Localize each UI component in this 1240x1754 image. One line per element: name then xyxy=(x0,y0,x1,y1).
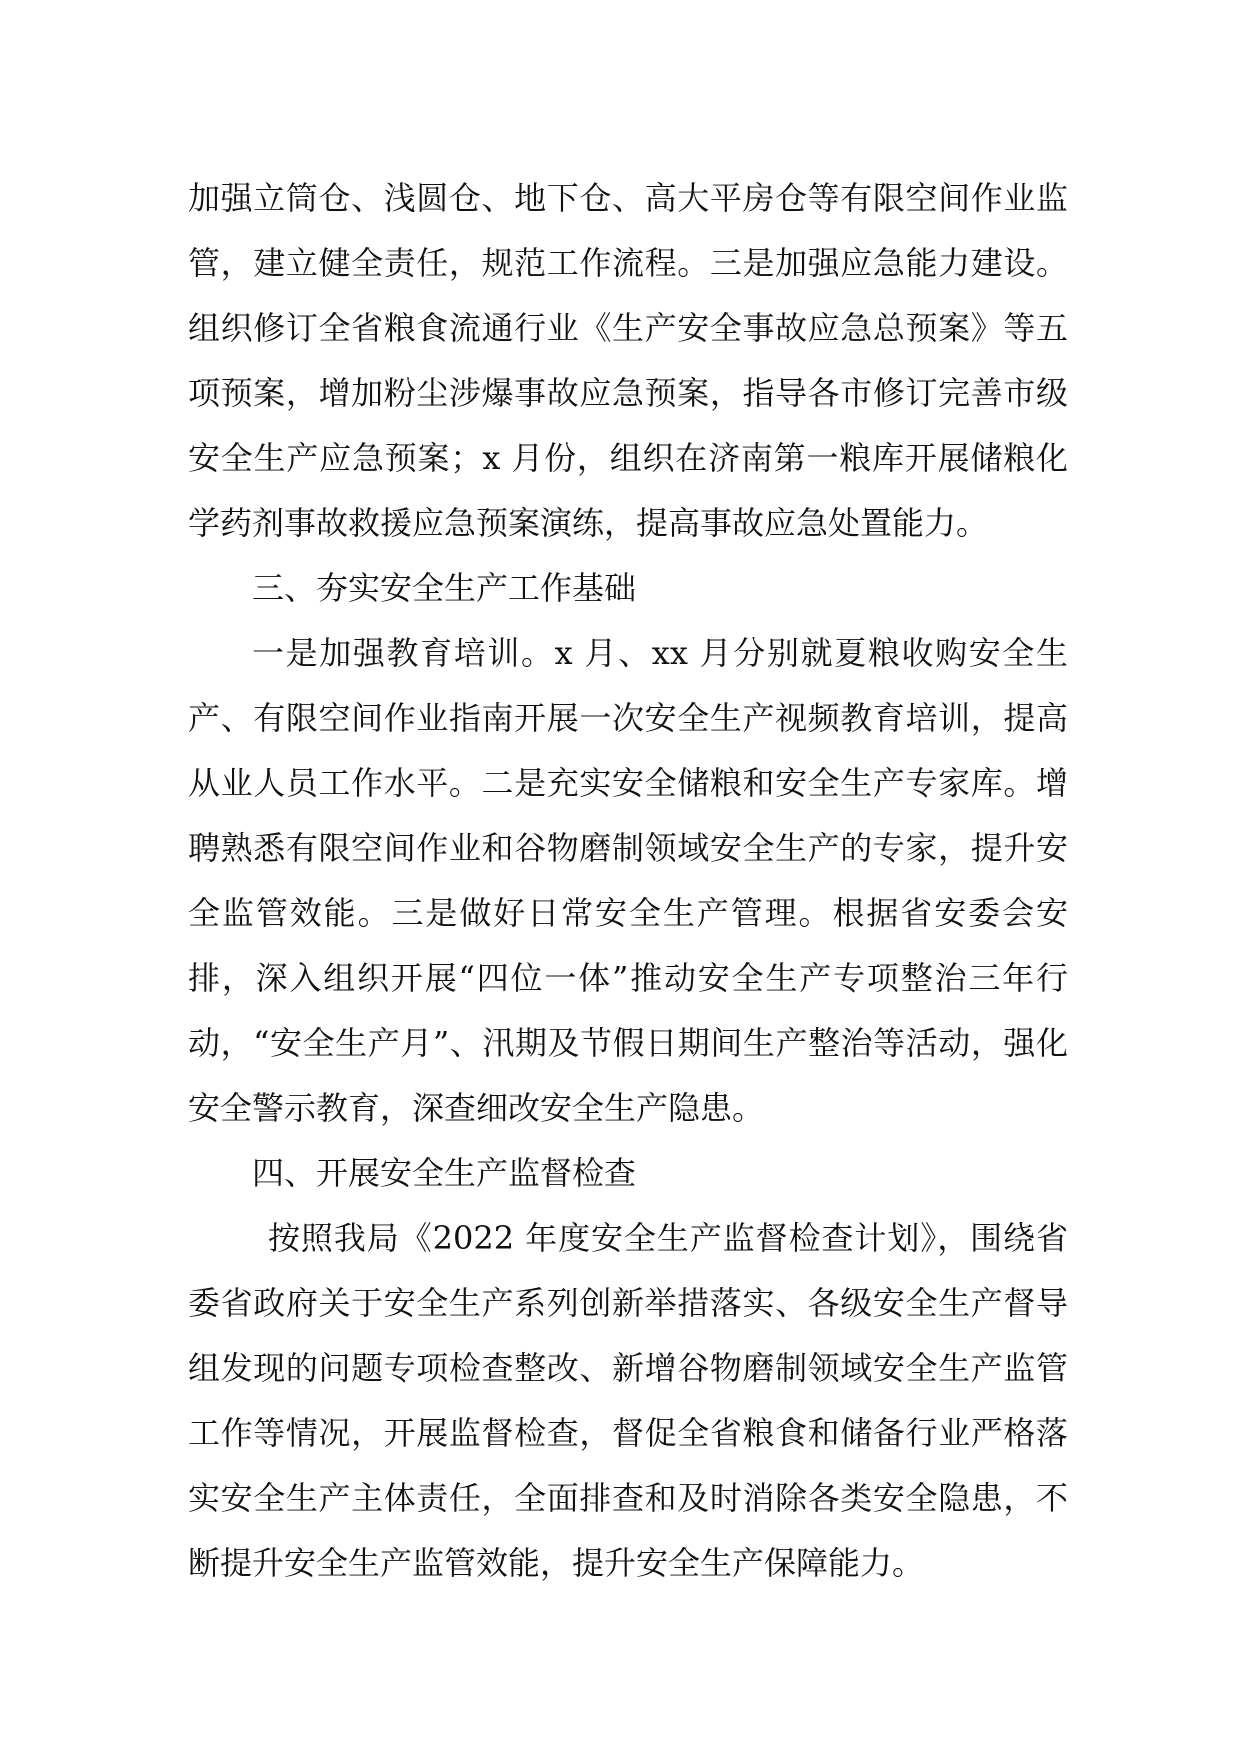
paragraph-section-4: 按照我局《2022 年度安全生产监督检查计划》，围绕省委省政府关于安全生产系列创新举措落实、各级安全生产督导组发现的问题专项检查整改、新增谷物磨制领域安全生产监管工作等情况，开展监督检查，督促全省粮食和储备行业严格落实安全生产主体责任，全面排查和及时消除各类安全隐患，不断提升安全生产监管效能，提升安全生产保障能力。 xyxy=(188,1219,1068,1582)
section-heading-4: 四、开展安全生产监督检查 xyxy=(252,1154,637,1192)
section-heading-3: 三、夯实安全生产工作基础 xyxy=(252,569,637,607)
document-body xyxy=(188,166,1068,1596)
paragraph-continuation: 加强立筒仓、浅圆仓、地下仓、高大平房仓等有限空间作业监管，建立健全责任，规范工作流程。三是加强应急能力建设。组织修订全省粮食流通行业《生产安全事故应急总预案》等五项预案，增加粉尘涉爆事故应急预案，指导各市修订完善市级安全生产应急预案；x 月份，组织在济南第一粮库开展储粮化学药剂事故救援应急预案演练，提高事故应急处置能力。 xyxy=(188,179,1068,542)
paragraph-section-3: 一是加强教育培训。x 月、xx 月分别就夏粮收购安全生产、有限空间作业指南开展一次安全生产视频教育培训，提高从业人员工作水平。二是充实安全储粮和安全生产专家库。增聘熟悉有限空间作业和谷物磨制领域安全生产的专家，提升安全监管效能。三是做好日常安全生产管理。根据省安委会安排，深入组织开展“四位一体”推动安全生产专项整治三年行动，“安全生产月”、汛期及节假日期间生产整治等活动，强化安全警示教育，深查细改安全生产隐患。 xyxy=(188,634,1068,1127)
